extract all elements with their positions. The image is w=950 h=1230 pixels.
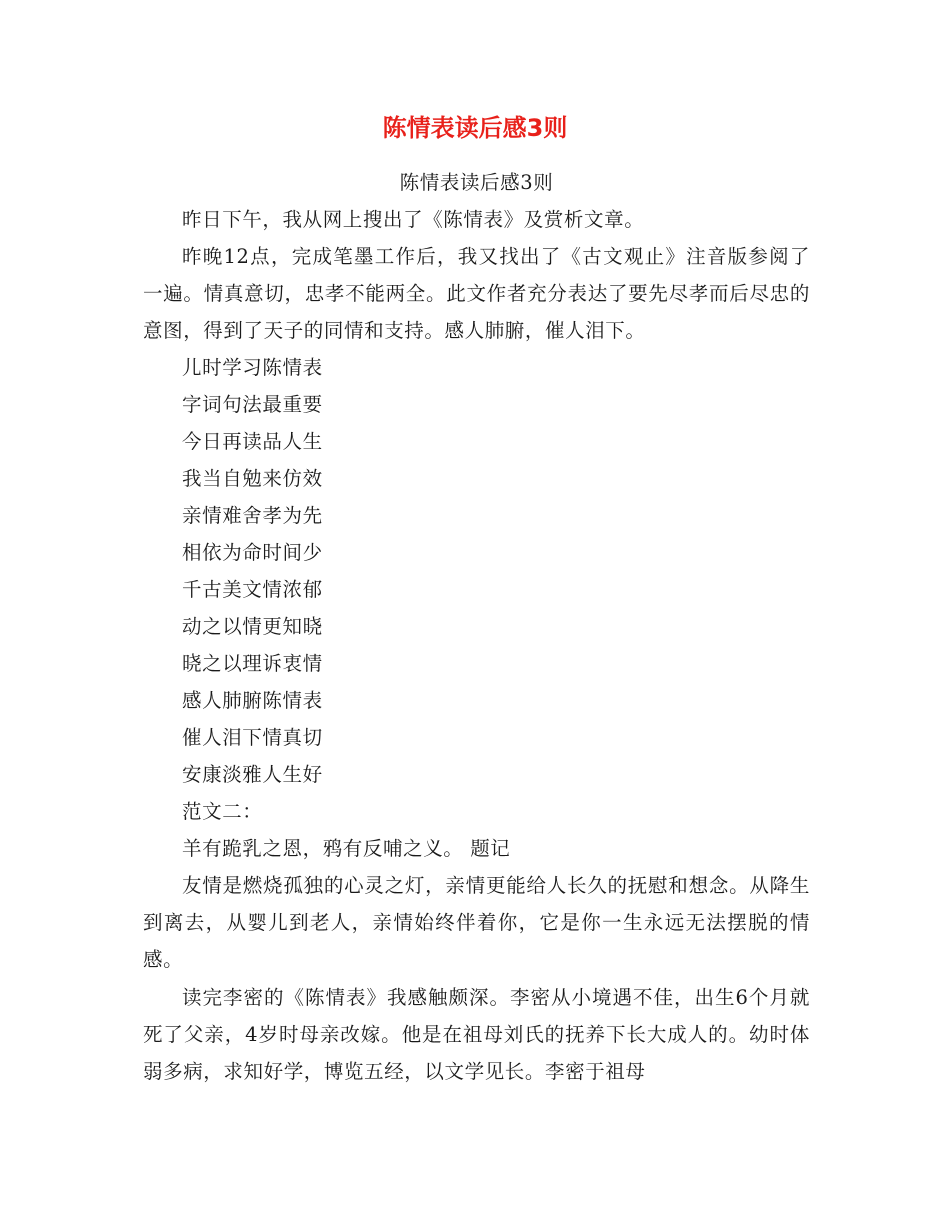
- poem-line: 儿时学习陈情表: [182, 356, 323, 379]
- paragraph: 昨日下午，我从网上搜出了《陈情表》及赏析文章。: [182, 208, 645, 231]
- poem-line: 催人泪下情真切: [182, 726, 323, 749]
- poem-line: 晓之以理诉衷情: [182, 652, 323, 675]
- poem-line: 今日再读品人生: [182, 430, 323, 453]
- document-body: [143, 164, 810, 1090]
- poem-line: 动之以情更知晓: [182, 615, 323, 638]
- poem-line: 安康淡雅人生好: [182, 763, 323, 786]
- poem-line: 千古美文情浓郁: [182, 578, 323, 601]
- poem-line: 亲情难舍孝为先: [182, 504, 323, 527]
- poem-line: 字词句法最重要: [182, 393, 323, 416]
- paragraph: 昨晚12点，完成笔墨工作后，我又找出了《古文观止》注音版参阅了一遍。情真意切，忠孝不能两全。此文作者充分表达了要先尽孝而后尽忠的意图，得到了天子的同情和支持。感人肺腑，催人泪下。: [143, 245, 810, 342]
- document-title: 陈情表读后感3则: [382, 114, 568, 142]
- epigraph: 羊有跪乳之恩，鸦有反哺之义。 题记: [182, 837, 511, 860]
- paragraph: 读完李密的《陈情表》我感触颇深。李密从小境遇不佳，出生6个月就死了父亲，4岁时母亲改嫁。他是在祖母刘氏的抚养下长大成人的。幼时体弱多病，求知好学，博览五经，以文学见长。李密于祖母: [143, 986, 810, 1083]
- poem-line: 我当自勉来仿效: [182, 467, 323, 490]
- paragraph: 友情是燃烧孤独的心灵之灯，亲情更能给人长久的抚慰和想念。从降生到离去，从婴儿到老人，亲情始终伴着你，它是你一生永远无法摆脱的情感。: [143, 874, 810, 971]
- section-heading: 范文二：: [182, 800, 263, 823]
- document-subtitle: 陈情表读后感3则: [399, 171, 554, 194]
- poem-line: 相依为命时间少: [182, 541, 323, 564]
- poem-line: 感人肺腑陈情表: [182, 689, 323, 712]
